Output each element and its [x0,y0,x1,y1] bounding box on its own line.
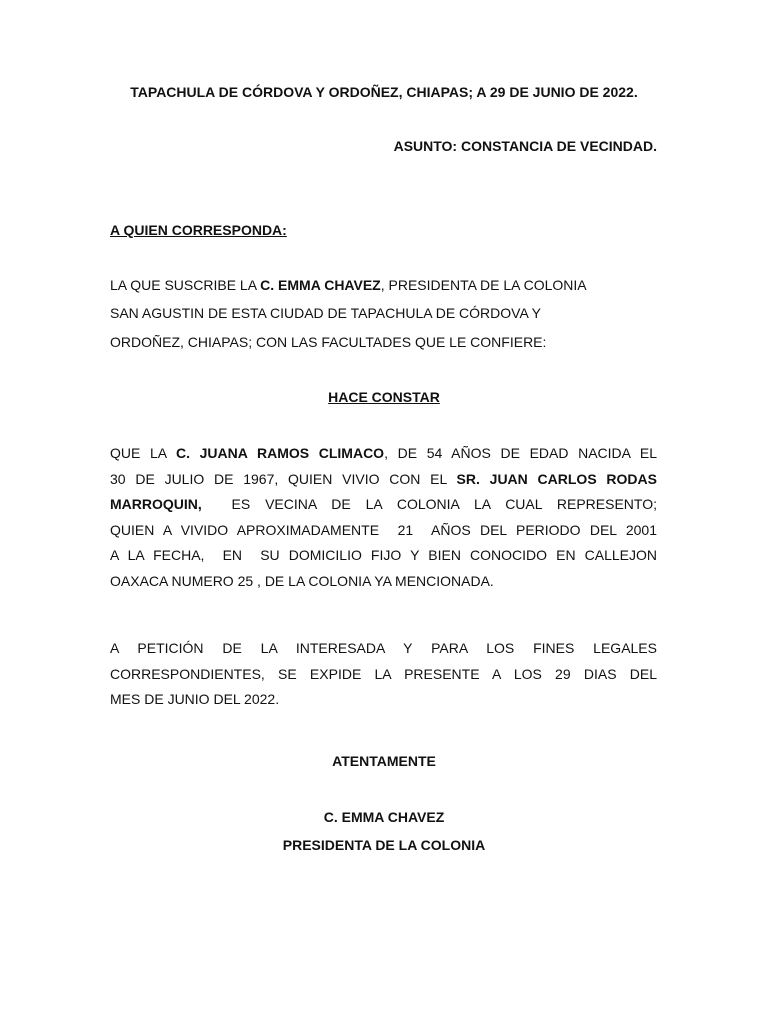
resident-name: C. JUANA RAMOS CLIMACO [175,445,385,461]
petition-paragraph [110,636,657,713]
body-line-4: QUIEN A VIVIDO APROXIMADAMENTE 21 AÑOS DEL PERIODO DEL 2001 [110,521,657,538]
place-date-heading: TAPACHULA DE CÓRDOVA Y ORDOÑEZ, CHIAPAS; A 29 DE JUNIO DE 2022. [130,84,638,100]
closing-regards: ATENTAMENTE [332,753,436,769]
signer-name: C. EMMA CHAVEZ [323,809,445,825]
certification-paragraph [110,441,657,594]
intro-line-1: LA QUE SUSCRIBE LA C. EMMA CHAVEZ, PRESIDENTA DE LA COLONIA [110,277,587,293]
body-line-6: OAXACA NUMERO 25 , DE LA COLONIA YA MENCIONADA. [110,572,494,589]
subject-line: ASUNTO: CONSTANCIA DE VECINDAD. [393,138,657,154]
signer-role: PRESIDENTA DE LA COLONIA [282,837,486,853]
intro-line-3: ORDOÑEZ, CHIAPAS; CON LAS FACULTADES QUE LE CONFIERE: [110,334,547,350]
body-line-5: A LA FECHA, EN SU DOMICILIO FIJO Y BIEN CONOCIDO EN CALLEJON [110,547,657,563]
intro-line-2: SAN AGUSTIN DE ESTA CIUDAD DE TAPACHULA DE CÓRDOVA Y [110,305,541,321]
section-title: HACE CONSTAR [328,389,440,405]
spouse-name-part-1: SR. JUAN CARLOS RODAS [456,470,657,487]
salutation: A QUIEN CORRESPONDA: [110,222,287,238]
body-line-3: MARROQUIN, ES VECINA DE LA COLONIA LA CUAL REPRESENTO; [110,496,657,512]
petition-line-1: A PETICIÓN DE LA INTERESADA Y PARA LOS FINES LEGALES [110,640,657,656]
spouse-name-part-2: MARROQUIN, [110,496,202,512]
body-line-1: QUE LA C. JUANA RAMOS CLIMACO, DE 54 AÑOS DE EDAD NACIDA EL [110,445,658,461]
petition-line-3: MES DE JUNIO DEL 2022. [110,691,280,707]
signer-name-inline: C. EMMA CHAVEZ [260,277,381,293]
body-line-2: 30 DE JULIO DE 1967, QUIEN VIVIO CON EL SR. JUAN CARLOS RODAS [110,470,657,487]
petition-line-2: CORRESPONDIENTES, SE EXPIDE LA PRESENTE A LOS 29 DIAS DEL [110,665,657,682]
